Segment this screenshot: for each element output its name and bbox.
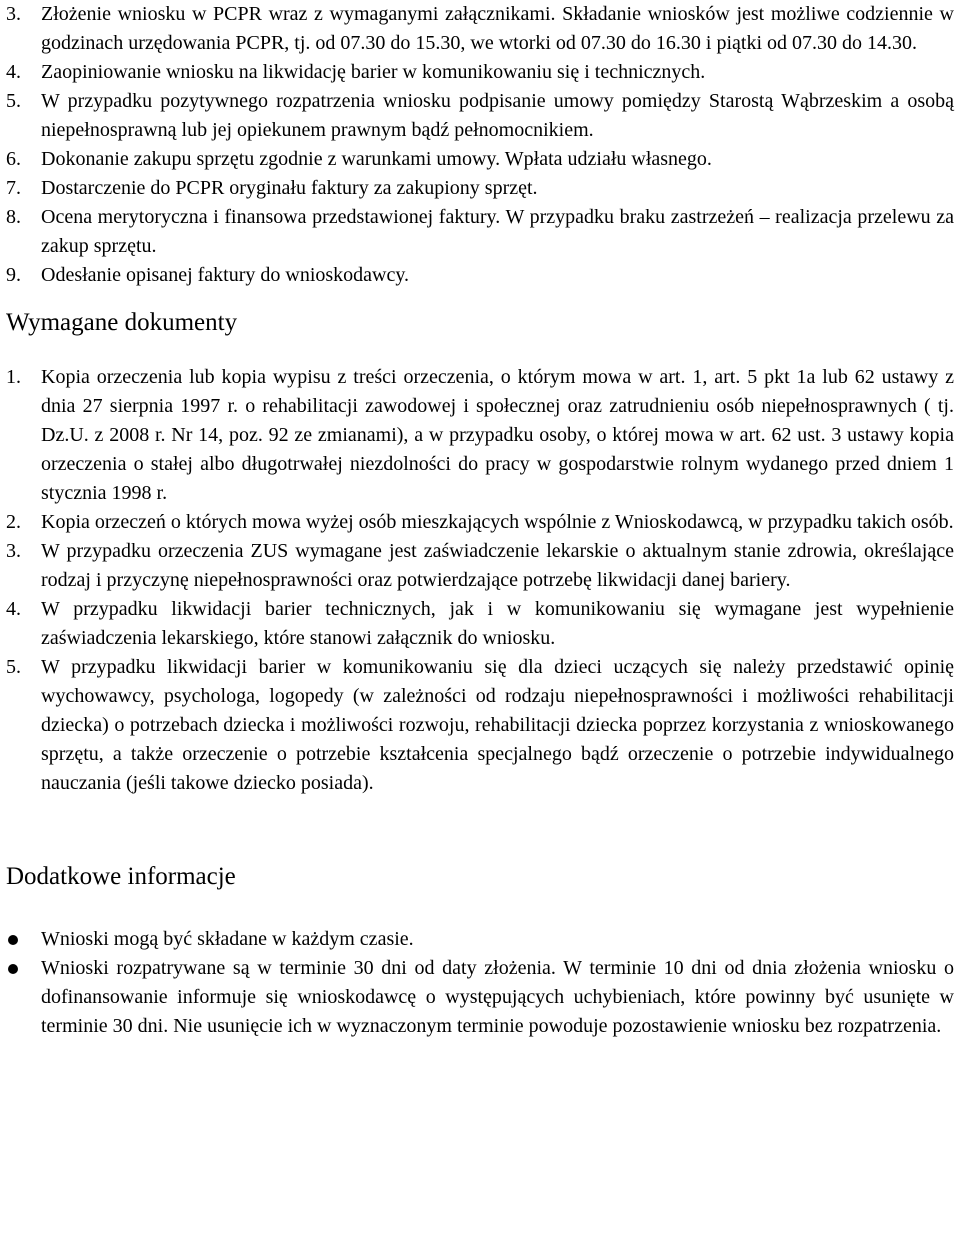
list-item-text: Ocena merytoryczna i finansowa przedstawionej faktury. W przypadku braku zastrzeżeń – realizacja przelewu za zakup sprzętu. [41, 206, 954, 257]
bullet-icon [8, 935, 18, 945]
list-item [6, 595, 954, 653]
list-item-text: Wnioski rozpatrywane są w terminie 30 dni od daty złożenia. W terminie 10 dni od dnia złożenia wniosku o dofinansowanie informuje się wnioskodawcę o występujących uchybieniach, które powinny być usunięte w terminie 30 dni. Nie usunięcie ich w wyznaczonym terminie powoduje pozostawienie wniosku bez rozpatrzenia. [41, 957, 954, 1037]
list-number: 6. [6, 148, 21, 170]
list-item [6, 261, 954, 290]
list-item-text: Złożenie wniosku w PCPR wraz z wymaganymi załącznikami. Składanie wniosków jest możliwe codziennie w godzinach urzędowania PCPR, tj. od 07.30 do 15.30, we wtorki od 07.30 do 16.30 i piątki od 07.30 do 14.30. [41, 3, 954, 54]
list-item [6, 363, 954, 508]
list-number: 1. [6, 366, 21, 388]
list-item-text: Kopia orzeczenia lub kopia wypisu z treści orzeczenia, o którym mowa w art. 1, art. 5 pkt 1a lub 62 ustawy z dnia 27 sierpnia 1997 r. o rehabilitacji zawodowej i społecznej oraz zatrudnieniu osób niepełnosprawnych ( tj. Dz.U. z 2008 r. Nr 14, poz. 92 ze zmianami), a w przypadku osoby, o której mowa w art. 62 ust. 3 ustawy kopia orzeczenia o stałej albo długotrwałej niezdolności do pracy w gospodarstwie rolnym wydanego przed dniem 1 stycznia 1998 r. [41, 366, 954, 504]
list-number: 3. [6, 3, 21, 25]
list-item [6, 508, 954, 537]
list-item [6, 145, 954, 174]
list-item-text: W przypadku likwidacji barier w komunikowaniu się dla dzieci uczących się należy przedstawić opinię wychowawcy, psychologa, logopedy (w zależności od rodzaju niepełnosprawności i możliwości rehabilitacji dziecka) o potrzebach dziecka i możliwości rozwoju, rehabilitacji dziecka poprzez korzystania z wnioskowanego sprzętu, a także orzeczenie o potrzebie kształcenia specjalnego bądź orzeczenie o potrzebie indywidualnego nauczania (jeśli takowe dziecko posiada). [41, 656, 954, 794]
required-documents-heading: Wymagane dokumenty [6, 309, 238, 336]
list-item-text: Wnioski mogą być składane w każdym czasie. [41, 928, 414, 950]
additional-info-heading: Dodatkowe informacje [6, 863, 236, 890]
list-number: 5. [6, 90, 21, 112]
list-number: 5. [6, 656, 21, 678]
list-item-text: Kopia orzeczeń o których mowa wyżej osób mieszkających wspólnie z Wnioskodawcą, w przypadku takich osób. [41, 511, 954, 533]
list-item-text: W przypadku orzeczenia ZUS wymagane jest zaświadczenie lekarskie o aktualnym stanie zdrowia, określające rodzaj i przyczynę niepełnosprawności oraz potwierdzające potrzebę likwidacji danej bariery. [41, 540, 954, 591]
list-item [6, 203, 954, 261]
list-item-text: Odesłanie opisanej faktury do wnioskodawcy. [41, 264, 410, 286]
list-item [6, 954, 954, 1041]
list-item-text: Dostarczenie do PCPR oryginału faktury za zakupiony sprzęt. [41, 177, 538, 199]
required-documents-list [6, 363, 954, 798]
list-number: 9. [6, 264, 21, 286]
procedure-steps-list [6, 0, 954, 290]
list-item [6, 925, 954, 954]
list-item-text: Zaopiniowanie wniosku na likwidację barier w komunikowaniu się i technicznych. [41, 61, 706, 83]
list-item-text: W przypadku pozytywnego rozpatrzenia wniosku podpisanie umowy pomiędzy Starostą Wąbrzeskim a osobą niepełnosprawną lub jej opiekunem prawnym bądź pełnomocnikiem. [41, 90, 954, 141]
list-item [6, 653, 954, 798]
list-item [6, 537, 954, 595]
list-number: 4. [6, 598, 21, 620]
list-item [6, 87, 954, 145]
additional-info-list [6, 925, 954, 1041]
list-item [6, 174, 954, 203]
list-number: 7. [6, 177, 21, 199]
list-item [6, 0, 954, 58]
list-item-text: W przypadku likwidacji barier technicznych, jak i w komunikowaniu się wymagane jest wypełnienie zaświadczenia lekarskiego, które stanowi załącznik do wniosku. [41, 598, 954, 649]
bullet-icon [8, 964, 18, 974]
list-item-text: Dokonanie zakupu sprzętu zgodnie z warunkami umowy. Wpłata udziału własnego. [41, 148, 712, 170]
list-number: 2. [6, 511, 21, 533]
list-item [6, 58, 954, 87]
list-number: 3. [6, 540, 21, 562]
list-number: 4. [6, 61, 21, 83]
list-number: 8. [6, 206, 21, 228]
